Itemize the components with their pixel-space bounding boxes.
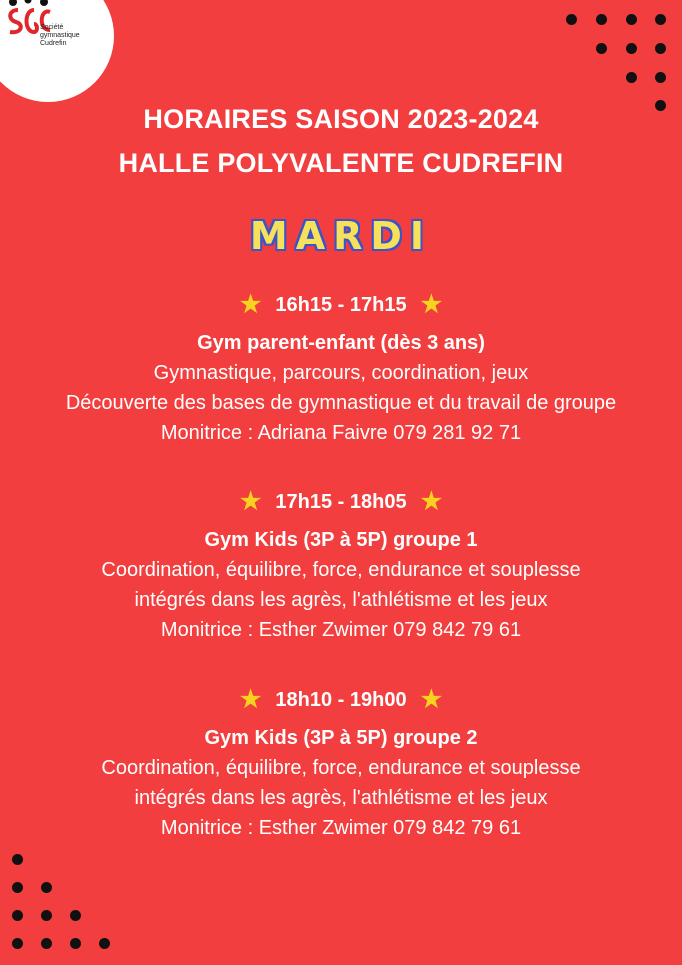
dot bbox=[566, 14, 577, 25]
logo-line: Cudrefin bbox=[40, 40, 67, 47]
session-2 bbox=[0, 487, 682, 645]
dot bbox=[655, 43, 666, 54]
session-description: Gymnastique, parcours, coordination, jeux bbox=[153, 362, 529, 384]
star-icon: ★ bbox=[420, 291, 443, 318]
dot bbox=[626, 14, 637, 25]
session-description: Coordination, équilibre, force, endurance et souplesse bbox=[101, 757, 581, 779]
star-icon: ★ bbox=[239, 291, 262, 318]
day-heading: MARDI bbox=[249, 214, 433, 258]
star-icon: ★ bbox=[239, 686, 262, 713]
session-time-row bbox=[0, 290, 682, 320]
session-time-row bbox=[0, 487, 682, 517]
dot bbox=[12, 938, 23, 949]
dot bbox=[655, 14, 666, 25]
session-monitor: Monitrice : Esther Zwimer 079 842 79 61 bbox=[160, 817, 522, 839]
dot bbox=[99, 938, 110, 949]
dot bbox=[41, 882, 52, 893]
dot bbox=[70, 910, 81, 921]
dot bbox=[41, 910, 52, 921]
dot bbox=[655, 72, 666, 83]
star-icon: ★ bbox=[420, 686, 443, 713]
session-title: Gym Kids (3P à 5P) groupe 2 bbox=[204, 727, 478, 749]
logo-text bbox=[40, 24, 80, 48]
session-monitor: Monitrice : Esther Zwimer 079 842 79 61 bbox=[160, 619, 522, 641]
dot bbox=[596, 43, 607, 54]
dot bbox=[596, 14, 607, 25]
session-time: 17h15 - 18h05 bbox=[275, 490, 407, 513]
dot bbox=[12, 882, 23, 893]
dot bbox=[626, 72, 637, 83]
logo bbox=[0, 0, 114, 102]
session-time: 18h10 - 19h00 bbox=[275, 688, 407, 711]
session-3 bbox=[0, 685, 682, 843]
session-description: Coordination, équilibre, force, endurance et souplesse bbox=[101, 559, 581, 581]
session-time-row bbox=[0, 685, 682, 715]
dot bbox=[41, 938, 52, 949]
dot bbox=[12, 910, 23, 921]
star-icon: ★ bbox=[239, 488, 262, 515]
dot bbox=[12, 854, 23, 865]
session-description: intégrés dans les agrès, l'athlétisme et les jeux bbox=[134, 589, 548, 611]
session-description: Découverte des bases de gymnastique et du travail de groupe bbox=[65, 392, 617, 414]
session-title: Gym parent-enfant (dès 3 ans) bbox=[197, 332, 485, 354]
dot bbox=[70, 938, 81, 949]
page-title-line1: HORAIRES SAISON 2023-2024 bbox=[143, 104, 539, 134]
logo-line: gymnastique bbox=[40, 32, 80, 39]
logo-line: Société bbox=[40, 24, 64, 31]
session-title: Gym Kids (3P à 5P) groupe 1 bbox=[204, 529, 478, 551]
session-time: 16h15 - 17h15 bbox=[275, 293, 407, 316]
session-description: intégrés dans les agrès, l'athlétisme et les jeux bbox=[134, 787, 548, 809]
star-icon: ★ bbox=[420, 488, 443, 515]
dot bbox=[626, 43, 637, 54]
session-1 bbox=[0, 290, 682, 448]
page-title-line2: HALLE POLYVALENTE CUDREFIN bbox=[118, 148, 564, 178]
session-monitor: Monitrice : Adriana Faivre 079 281 92 71 bbox=[160, 422, 522, 444]
